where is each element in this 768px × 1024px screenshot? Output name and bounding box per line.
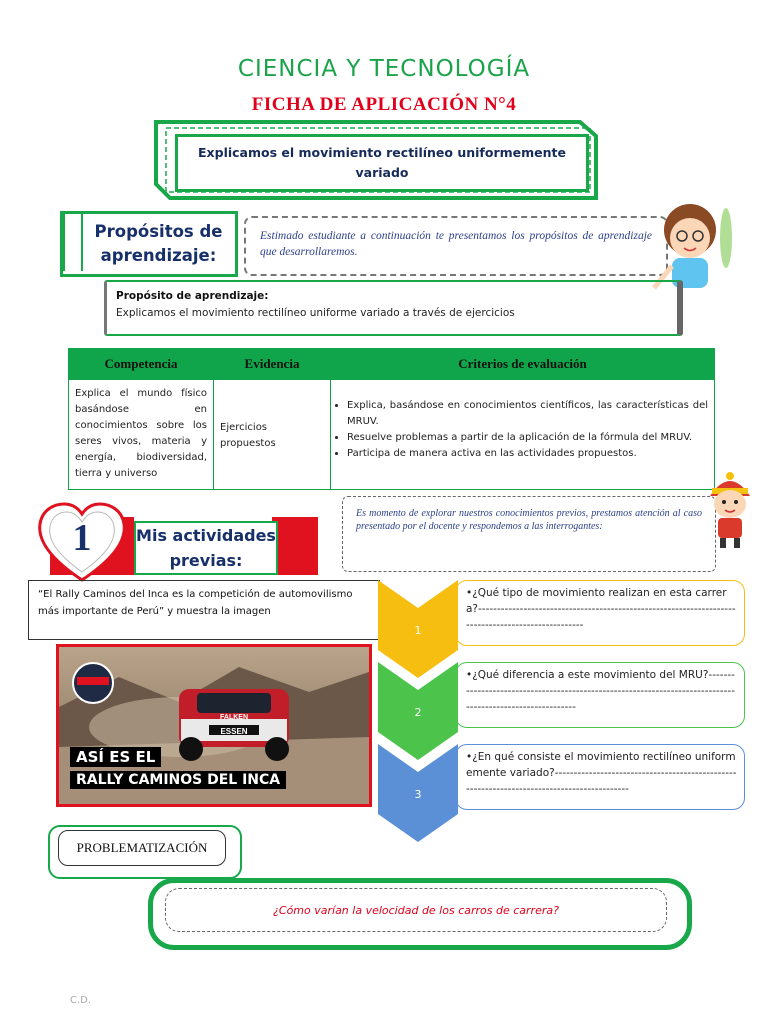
propositos-title	[86, 220, 231, 268]
cell-criterios	[331, 380, 715, 490]
photo-caption-1: ASÍ ES EL	[70, 747, 161, 767]
main-question: ¿Cómo varían la velocidad de los carros de carrera?	[165, 888, 667, 932]
proposito-label: Propósito de aprendizaje:	[116, 290, 269, 302]
criterio-3: • Participa de manera activa en las actividades propuestos.	[347, 446, 708, 462]
propositos-stripe	[63, 214, 83, 271]
problematizacion-label: PROBLEMATIZACIÓN	[58, 830, 226, 866]
explore-text: Es momento de explorar nuestros conocimientos previos, prestamos atención al caso presentado por el docente y respondemos a las interrogantes:	[356, 508, 702, 532]
topic-line2: variado	[355, 165, 409, 180]
step-number-2: 2	[414, 706, 422, 719]
step-number-3: 3	[414, 788, 422, 801]
subject-title: CIENCIA Y TECNOLOGÍA	[237, 56, 531, 82]
proposito-text: Explicamos el movimiento rectilíneo uniforme variado a través de ejercicios	[116, 307, 515, 319]
footer-text: C.D.	[70, 995, 92, 1006]
photo-plate: ESSEN	[220, 727, 248, 736]
question-box-3: •¿En qué consiste el movimiento rectilíneo uniformemente variado?-------------------------------------------------------------------------------------------	[455, 744, 745, 810]
header-evidencia: Evidencia	[214, 349, 331, 380]
actividades-line2: previas:	[169, 551, 243, 570]
banner-red-right	[272, 517, 318, 575]
step-number-1: 1	[414, 624, 422, 637]
criterio-1: • Explica, basándose en conocimientos científicos, las características del MRUV.	[347, 398, 708, 430]
header-competencia: Competencia	[69, 349, 214, 380]
ficha-title: FICHA DE APLICACIÓN N°4	[251, 94, 517, 115]
girl-illustration	[700, 470, 760, 552]
intro-text: Estimado estudiante a continuación te presentamos los propósitos de aprendizaje que desarrollaremos.	[260, 230, 652, 258]
cell-competencia: Explica el mundo físico basándose en conocimientos sobre los seres vivos, materia y energía, biodiversidad, tierra y universo	[69, 380, 214, 490]
activity-number: 1	[72, 517, 92, 559]
header-criterios: Criterios de evaluación	[331, 349, 715, 380]
rally-text: “El Rally Caminos del Inca es la competición de automovilismo más importante de Perú” y muestra la imagen	[38, 589, 353, 617]
propositos-title-line1: Propósitos de	[94, 222, 223, 241]
competencias-table	[68, 348, 715, 490]
cell-evidencia: Ejercicios propuestos	[214, 380, 331, 490]
topic-line1: Explicamos el movimiento rectilíneo uniformemente	[198, 145, 566, 160]
question-box-2: •¿Qué diferencia a este movimiento del MRU?-----------------------------------------------------------------------------------------------------------	[455, 662, 745, 728]
question-box-1: •¿Qué tipo de movimiento realizan en esta carrera?---------------------------------------------------------------------------------------------------	[455, 580, 745, 646]
actividades-title	[134, 521, 278, 575]
actividades-line1: Mis actividades	[136, 526, 276, 545]
photo-caption-2: RALLY CAMINOS DEL INCA	[70, 771, 286, 789]
criterio-2: • Resuelve problemas a partir de la aplicación de la fórmula del MRUV.	[347, 430, 708, 446]
photo-sponsor: FALKEN	[220, 714, 248, 721]
propositos-title-line2: aprendizaje:	[100, 246, 217, 265]
topic-box	[175, 134, 589, 192]
table-header-row	[69, 349, 715, 380]
table-row	[69, 380, 715, 490]
